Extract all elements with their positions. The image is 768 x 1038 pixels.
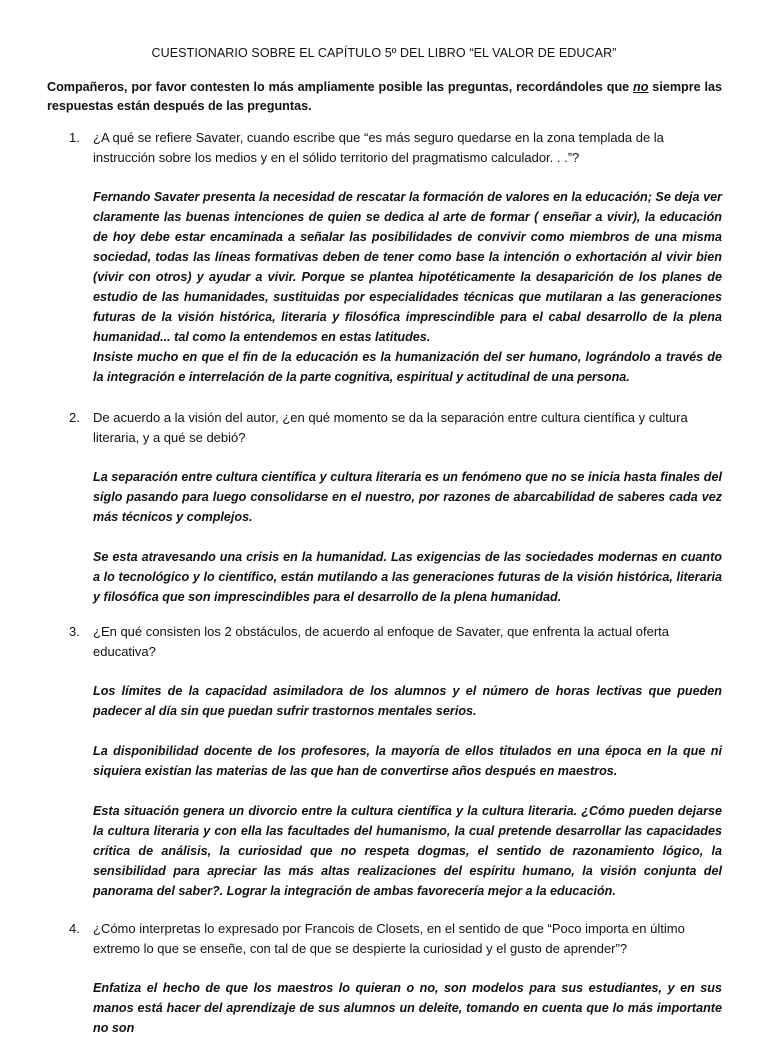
question-4 xyxy=(69,919,703,959)
answer-4 xyxy=(93,978,722,1038)
answer-paragraph: Fernando Savater presenta la necesidad de rescatar la formación de valores en la educación; Se deja ver claramente las buenas intenciones de quien se dedica al arte de formar ( enseñar a vivir), la educación de hoy debe estar encaminada a señalar las posibilidades de convivir como miembros de una misma sociedad, todas las líneas formativas deben de tener como base la intención o exhortación al vivir bien (vivir con otros) y ayudar a vivir. Porque se plantea hipotéticamente la desaparición de los planes de estudio de las humanidades, sustituidas por especialidades técnicas que mutilaran a las generaciones futuras de la visión histórica, literaria y filosófica imprescindible para el cabal desarrollo de la plena humanidad... tal como la entendemos en estas latitudes. xyxy=(93,190,722,344)
answer-2 xyxy=(93,467,722,607)
answer-paragraph: Insiste mucho en que el fin de la educación es la humanización del ser humano, lográndolo a través de la integración e interrelación de la parte cognitiva, espiritual y actitudinal de una persona. xyxy=(93,350,722,384)
answer-paragraph: Los límites de la capacidad asimiladora de los alumnos y el número de horas lectivas que pueden padecer al día sin que puedan sufrir trastornos mentales serios. xyxy=(93,684,722,718)
question-2 xyxy=(69,408,703,448)
answer-paragraph: Se esta atravesando una crisis en la humanidad. Las exigencias de las sociedades modernas en cuanto a lo tecnológico y lo científico, están mutilando a las generaciones futuras de la visión histórica, literaria y filosófica que son imprescindibles para el desarrollo de la plena humanidad. xyxy=(93,550,722,604)
question-text: ¿A qué se refiere Savater, cuando escribe que “es más seguro quedarse en la zona templada de la instrucción sobre los medios y en el sólido territorio del pragmatismo calculador. . .”? xyxy=(93,130,664,165)
question-text: ¿Cómo interpretas lo expresado por Francois de Closets, en el sentido de que “Poco importa en último extremo lo que se enseñe, con tal de que se despierte la curiosidad y el gusto de aprender”? xyxy=(93,921,685,956)
intro-paragraph xyxy=(47,78,722,116)
question-number: 4. xyxy=(69,921,80,936)
question-1 xyxy=(69,128,703,168)
question-3 xyxy=(69,622,703,662)
question-text: ¿En qué consisten los 2 obstáculos, de acuerdo al enfoque de Savater, que enfrenta la actual oferta educativa? xyxy=(93,624,669,659)
question-number: 3. xyxy=(69,624,80,639)
question-text: De acuerdo a la visión del autor, ¿en qué momento se da la separación entre cultura científica y cultura literaria, y a qué se debió? xyxy=(93,410,688,445)
intro-text-end: siempre las respuestas están después de las preguntas. xyxy=(47,80,722,113)
intro-text-start: Compañeros, por favor contesten lo más ampliamente posible las preguntas, recordándoles que xyxy=(47,80,634,94)
answer-paragraph: Esta situación genera un divorcio entre la cultura científica y la cultura literaria. ¿Cómo pueden dejarse la cultura literaria y con ella las facultades del humanismo, la cual pretende desarrollar las capacidades crítica de análisis, la curiosidad que no respeta dogmas, el sentido de razonamiento lógico, la sensibilidad para apreciar las más altas realizaciones del espíritu humano, la visión conjunta del panorama del saber?. Lograr la integración de ambas favorecería mejor a la educación. xyxy=(93,804,722,898)
answer-paragraph: Enfatiza el hecho de que los maestros lo quieran o no, son modelos para sus estudiantes, y en sus manos está hacer del aprendizaje de sus alumnos un deleite, tomando en cuenta que lo más importante no son xyxy=(93,981,722,1035)
question-number: 2. xyxy=(69,410,80,425)
answer-paragraph: La disponibilidad docente de los profesores, la mayoría de ellos titulados en una época en la que ni siquiera existían las materias de las que han de convertirse años después en maestros. xyxy=(93,744,722,778)
answer-paragraph: La separación entre cultura científica y cultura literaria es un fenómeno que no se inicia hasta finales del siglo pasando para luego consolidarse en el nuestro, por razones de abarcabilidad de saberes cada vez más técnicos y complejos. xyxy=(93,470,722,524)
intro-emphasis: no xyxy=(633,80,649,94)
answer-3 xyxy=(93,681,722,901)
question-number: 1. xyxy=(69,130,80,145)
answer-1 xyxy=(93,187,722,387)
document-title: CUESTIONARIO SOBRE EL CAPÍTULO 5º DEL LIBRO “EL VALOR DE EDUCAR” xyxy=(151,46,617,60)
